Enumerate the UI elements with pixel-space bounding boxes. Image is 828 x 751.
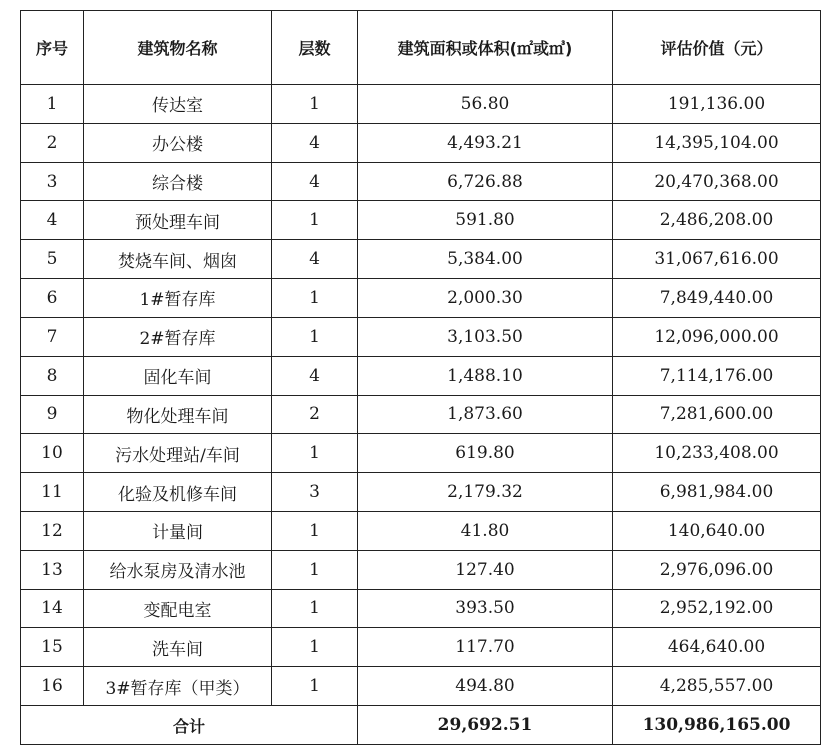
header-floors: 层数 — [272, 11, 358, 85]
cell-index: 14 — [21, 589, 84, 628]
table-row — [21, 511, 821, 550]
cell-floors: 1 — [272, 201, 358, 240]
cell-area: 6,726.88 — [358, 162, 613, 201]
cell-floors: 1 — [272, 628, 358, 667]
cell-value: 10,233,408.00 — [613, 434, 821, 473]
header-area: 建筑面积或体积(㎡或㎥) — [358, 11, 613, 85]
cell-name: 污水处理站/车间 — [84, 434, 272, 473]
cell-name: 固化车间 — [84, 356, 272, 395]
table-row — [21, 85, 821, 124]
cell-floors: 4 — [272, 240, 358, 279]
cell-index: 4 — [21, 201, 84, 240]
cell-name: 1#暂存库 — [84, 279, 272, 318]
cell-index: 10 — [21, 434, 84, 473]
table-row — [21, 162, 821, 201]
cell-value: 2,952,192.00 — [613, 589, 821, 628]
cell-area: 2,000.30 — [358, 279, 613, 318]
cell-area: 117.70 — [358, 628, 613, 667]
cell-name: 3#暂存库（甲类） — [84, 667, 272, 706]
cell-index: 15 — [21, 628, 84, 667]
cell-area: 494.80 — [358, 667, 613, 706]
cell-floors: 4 — [272, 356, 358, 395]
cell-value: 464,640.00 — [613, 628, 821, 667]
cell-index: 7 — [21, 317, 84, 356]
cell-floors: 1 — [272, 317, 358, 356]
cell-floors: 1 — [272, 550, 358, 589]
cell-name: 2#暂存库 — [84, 317, 272, 356]
cell-index: 6 — [21, 279, 84, 318]
header-value: 评估价值（元） — [613, 11, 821, 85]
cell-value: 2,486,208.00 — [613, 201, 821, 240]
total-value: 130,986,165.00 — [613, 706, 821, 745]
header-name: 建筑物名称 — [84, 11, 272, 85]
total-label: 合计 — [21, 706, 358, 745]
cell-index: 11 — [21, 473, 84, 512]
table-row — [21, 395, 821, 434]
cell-area: 127.40 — [358, 550, 613, 589]
table-row — [21, 434, 821, 473]
table-row — [21, 317, 821, 356]
cell-value: 6,981,984.00 — [613, 473, 821, 512]
cell-floors: 2 — [272, 395, 358, 434]
total-row — [21, 706, 821, 745]
cell-value: 31,067,616.00 — [613, 240, 821, 279]
total-area: 29,692.51 — [358, 706, 613, 745]
table-row — [21, 201, 821, 240]
cell-index: 1 — [21, 85, 84, 124]
cell-value: 7,849,440.00 — [613, 279, 821, 318]
cell-value: 191,136.00 — [613, 85, 821, 124]
cell-floors: 1 — [272, 667, 358, 706]
cell-index: 8 — [21, 356, 84, 395]
cell-index: 13 — [21, 550, 84, 589]
cell-index: 3 — [21, 162, 84, 201]
header-index: 序号 — [21, 11, 84, 85]
cell-floors: 1 — [272, 85, 358, 124]
cell-floors: 1 — [272, 434, 358, 473]
table-row — [21, 240, 821, 279]
cell-index: 12 — [21, 511, 84, 550]
cell-floors: 1 — [272, 589, 358, 628]
cell-value: 20,470,368.00 — [613, 162, 821, 201]
cell-index: 2 — [21, 123, 84, 162]
cell-name: 办公楼 — [84, 123, 272, 162]
cell-floors: 1 — [272, 511, 358, 550]
table-row — [21, 123, 821, 162]
cell-name: 洗车间 — [84, 628, 272, 667]
cell-area: 393.50 — [358, 589, 613, 628]
cell-value: 12,096,000.00 — [613, 317, 821, 356]
cell-value: 4,285,557.00 — [613, 667, 821, 706]
header-row — [21, 11, 821, 85]
cell-name: 焚烧车间、烟囱 — [84, 240, 272, 279]
table-body — [21, 85, 821, 706]
table-footer — [21, 706, 821, 745]
cell-area: 619.80 — [358, 434, 613, 473]
cell-area: 56.80 — [358, 85, 613, 124]
table-row — [21, 667, 821, 706]
cell-value: 7,114,176.00 — [613, 356, 821, 395]
cell-index: 16 — [21, 667, 84, 706]
cell-name: 给水泵房及清水池 — [84, 550, 272, 589]
cell-name: 计量间 — [84, 511, 272, 550]
cell-area: 3,103.50 — [358, 317, 613, 356]
cell-name: 物化处理车间 — [84, 395, 272, 434]
cell-floors: 1 — [272, 279, 358, 318]
table-row — [21, 628, 821, 667]
valuation-table — [20, 10, 821, 745]
cell-floors: 4 — [272, 162, 358, 201]
table-row — [21, 473, 821, 512]
cell-area: 1,488.10 — [358, 356, 613, 395]
cell-name: 预处理车间 — [84, 201, 272, 240]
cell-name: 综合楼 — [84, 162, 272, 201]
table-row — [21, 589, 821, 628]
table-row — [21, 550, 821, 589]
cell-floors: 3 — [272, 473, 358, 512]
cell-index: 5 — [21, 240, 84, 279]
cell-value: 2,976,096.00 — [613, 550, 821, 589]
table-header — [21, 11, 821, 85]
cell-area: 4,493.21 — [358, 123, 613, 162]
cell-area: 591.80 — [358, 201, 613, 240]
cell-area: 2,179.32 — [358, 473, 613, 512]
cell-value: 140,640.00 — [613, 511, 821, 550]
cell-value: 14,395,104.00 — [613, 123, 821, 162]
cell-name: 变配电室 — [84, 589, 272, 628]
table-row — [21, 356, 821, 395]
table-row — [21, 279, 821, 318]
cell-area: 5,384.00 — [358, 240, 613, 279]
cell-area: 41.80 — [358, 511, 613, 550]
cell-index: 9 — [21, 395, 84, 434]
cell-name: 传达室 — [84, 85, 272, 124]
cell-area: 1,873.60 — [358, 395, 613, 434]
cell-value: 7,281,600.00 — [613, 395, 821, 434]
cell-floors: 4 — [272, 123, 358, 162]
cell-name: 化验及机修车间 — [84, 473, 272, 512]
